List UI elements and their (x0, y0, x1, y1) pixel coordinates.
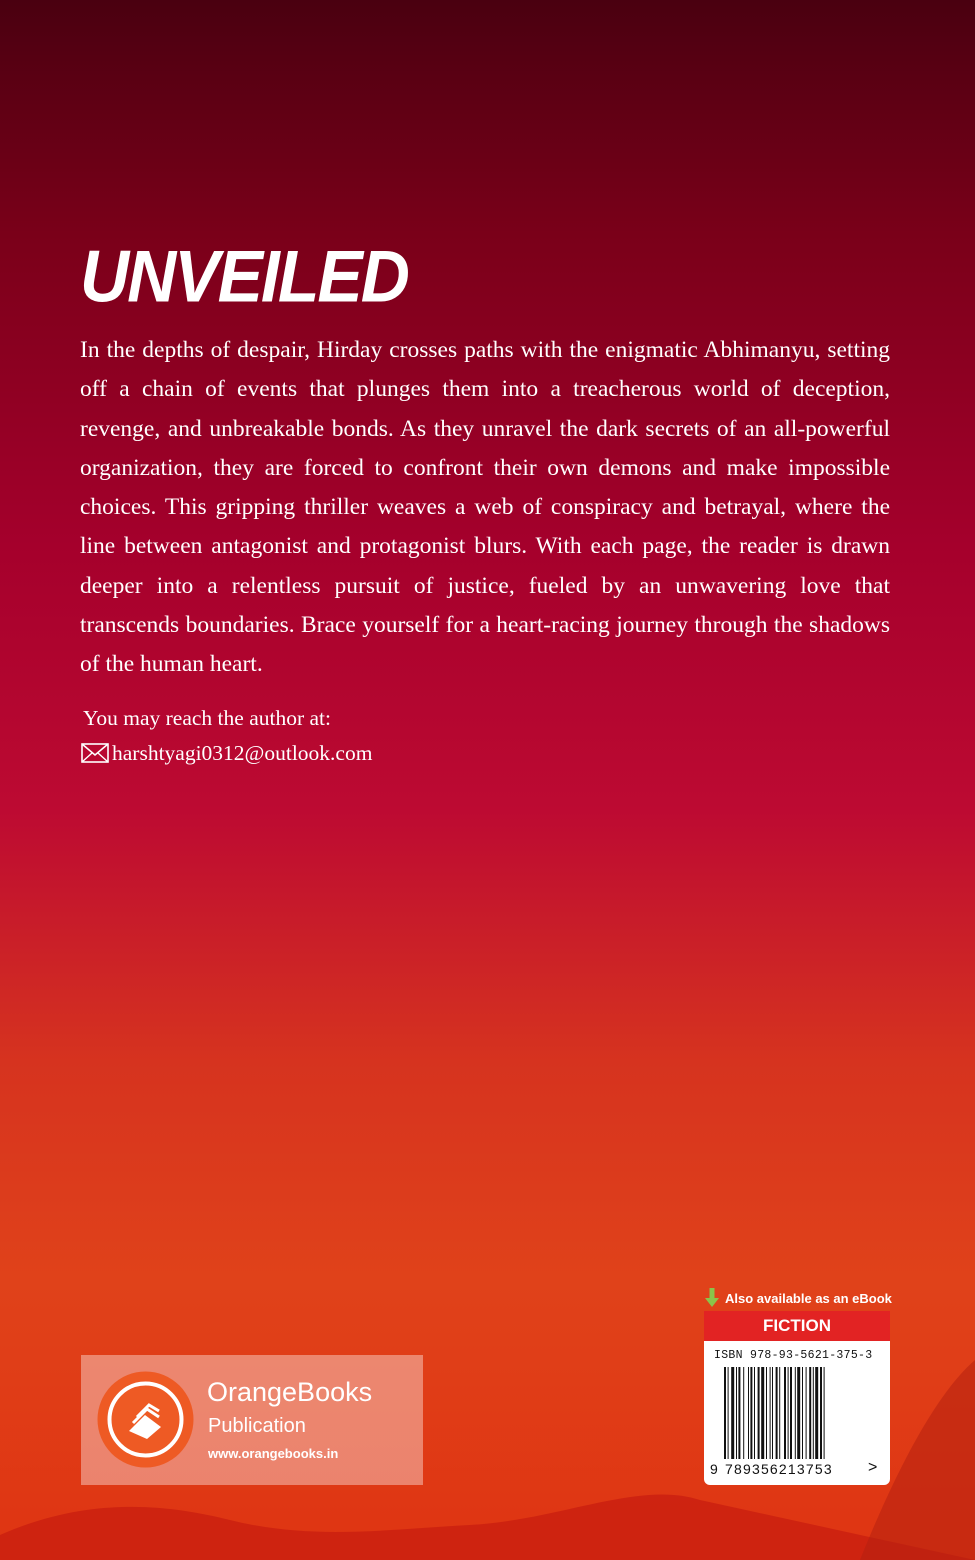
ebook-notice-text: Also available as an eBook (725, 1290, 892, 1306)
contact-label: You may reach the author at: (83, 706, 331, 730)
email-address[interactable]: harshtyagi0312@outlook.com (112, 741, 373, 765)
barcode-digits: 789356213753 (725, 1461, 833, 1477)
mail-icon (81, 743, 109, 763)
book-title: UNVEILED (80, 235, 408, 318)
publisher-badge (81, 1355, 423, 1485)
barcode-bars (724, 1367, 864, 1459)
barcode-panel (704, 1341, 890, 1485)
barcode-number (710, 1461, 833, 1477)
orangebooks-logo-icon (97, 1371, 194, 1468)
genre-label: FICTION (704, 1311, 890, 1341)
contact-email[interactable] (81, 738, 372, 768)
publisher-url[interactable]: www.orangebooks.in (208, 1446, 339, 1461)
publisher-subtitle: Publication (208, 1415, 306, 1437)
barcode-arrow: > (868, 1459, 878, 1476)
barcode-lead-digit: 9 (710, 1461, 719, 1477)
publisher-name: OrangeBooks (207, 1377, 373, 1407)
book-blurb: In the depths of despair, Hirday crosses paths with the enigmatic Abhimanyu, setting off a chain of events that plunges them into a treacherous world of deception, revenge, and unbreakable bonds. As they unravel the dark secrets of an all-powerful organization, they are forced to confront their own demons and make impossible choices. This gripping thriller weaves a web of conspiracy and betrayal, where the line between antagonist and protagonist blurs. With each page, the reader is drawn deeper into a relentless pursuit of justice, fueled by an unwavering love that transcends boundaries. Brace yourself for a heart-racing journey through the shadows of the human heart. (80, 337, 890, 678)
isbn-text: ISBN 978-93-5621-375-3 (714, 1349, 873, 1362)
ebook-notice (705, 1288, 892, 1308)
down-arrow-icon (705, 1288, 719, 1308)
